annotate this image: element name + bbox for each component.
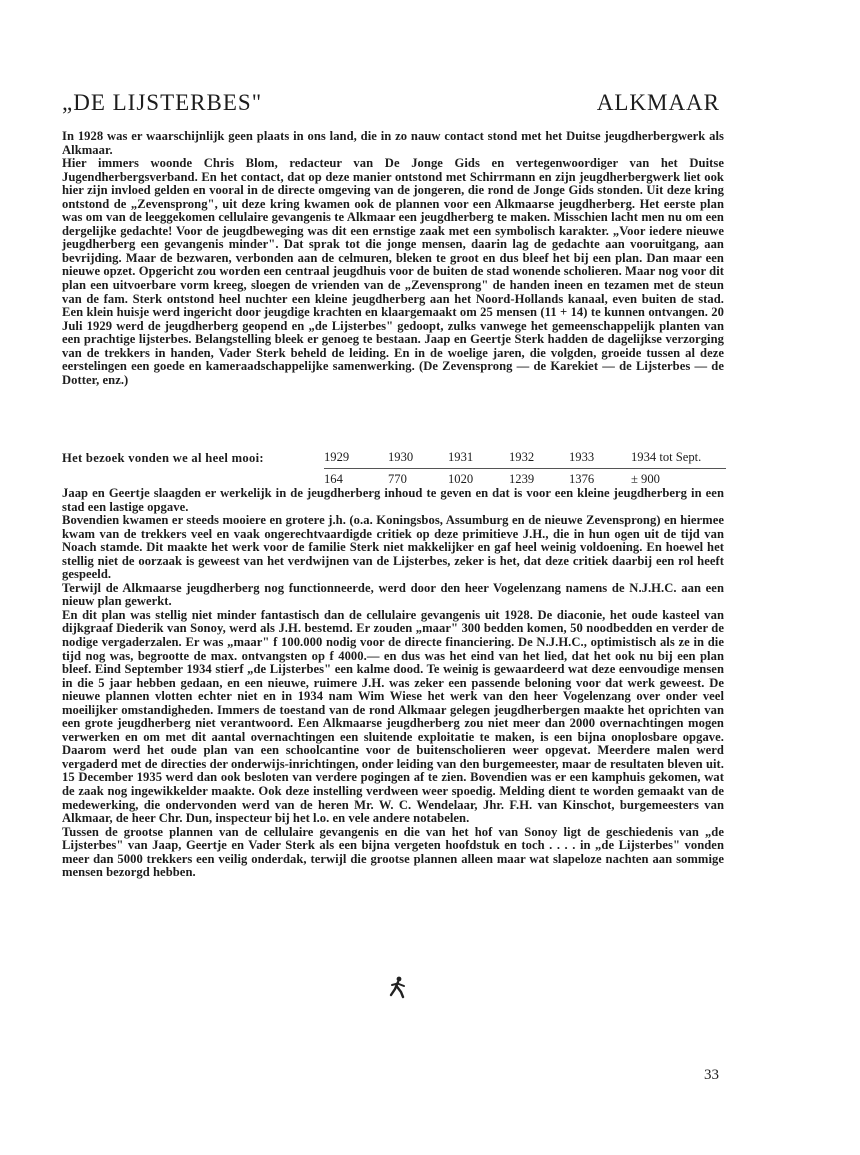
year-cell: 1931 bbox=[448, 447, 509, 469]
page-header bbox=[62, 90, 720, 120]
article-location: ALKMAAR bbox=[596, 90, 720, 115]
paragraph: En dit plan was stellig niet minder fantastisch dan de cellulaire gevangenis uit 1928. De diaconie, het oude kasteel van dijkgraaf Diederik van Sonoy, werd als J.H. bestemd. Er zouden „maar" 300 bedden komen, 50 noodbedden en verder de nodige vergaderzalen. Er was „maar" f 100.000 nodig voor de directe financiering. De N.J.H.C., optimistisch als ze in die tijd nog was, begrootte de max. ontvangsten op f 4000.— en dus was het eind van het lied, dat het ook nu bij een plan bleef. Eind September 1934 stierf „de Lijsterbes" een kalme dood. Te weinig is gewaardeerd wat deze eenvoudige mensen in die 5 jaar hebben gedaan, en een nieuwe, ruimere J.H. was zeker een passende beloning voor dat werk geweest. De nieuwe plannen vlotten echter niet en in 1934 nam Wim Wiese het werk van den heer Vogelenzang over onder veel moeilijker omstandigheden. Immers de toestand van de rond Alkmaar gelegen jeugdherbergen maakte het oprichten van een grote jeugdherberg niet verantwoord. Een Alkmaarse jeugdherberg zou niet meer dan 2000 overnachtingen mogen verwerken en om met dit aantal overnachtingen een sluitende exploitatie te maken, is een bijna onoplosbare opgave. Daarom werd het oude plan van een schoolcantine voor de buitenscholieren weer opgevat. Meerdere malen werd vergaderd met de directies der onderwijs-inrichtingen, onder leiding van den burgemeester, maar de resultaten bleven uit. 15 December 1935 werd dan ook besloten van verdere pogingen af te zien. Bovendien was er een kamphuis gekomen, wat de zaak nog ingewikkelder maakte. Ook deze instelling verdween weer spoedig. Melding dient te worden gemaakt van de medewerking, die ondervonden werd van de heren Mr. W. C. Wendelaar, Jhr. F.H. van Kinschot, burgemeesters van Alkmaar, de heer Chr. Dun, inspecteur bij het l.o. en vele andere notabelen. bbox=[62, 607, 724, 826]
paragraph: Terwijl de Alkmaarse jeugdherberg nog functionneerde, werd door den heer Vogelenzang namens de N.J.H.C. aan een nieuw plan gewerkt. bbox=[62, 580, 724, 609]
year-cell: 1930 bbox=[388, 447, 448, 469]
count-cell: 1376 bbox=[569, 472, 595, 486]
visitor-statistics-label: Het bezoek vonden we al heel mooi: bbox=[62, 451, 264, 465]
count-cell: 1239 bbox=[509, 472, 535, 486]
count-cell: ± 900 bbox=[631, 472, 660, 486]
year-cell: 1933 bbox=[569, 447, 631, 469]
count-cell: 164 bbox=[324, 472, 343, 486]
paragraph: Tussen de grootse plannen van de cellulaire gevangenis en die van het hof van Sonoy ligt de geschiedenis van „de Lijsterbes" van Jaap, Geertje en Vader Sterk als een bijna vergeten hoofdstuk en toch . . . . in „de Lijsterbes" vonden meer dan 5000 trekkers een veilig onderdak, terwijl die grootse plannen alleen maar wat slapeloze nachten aan sommige mensen bezorgd hebben. bbox=[62, 824, 724, 880]
article-title: „DE LIJSTERBES" bbox=[62, 90, 263, 115]
walking-figure-icon bbox=[386, 975, 410, 999]
intro-text bbox=[62, 130, 724, 387]
paragraph: Jaap en Geertje slaagden er werkelijk in de jeugdherberg inhoud te geven en dat is voor een kleine jeugdherberg in een stad een lastige opgave. bbox=[62, 486, 724, 514]
year-cell: 1929 bbox=[324, 447, 388, 469]
visitor-table bbox=[324, 447, 726, 490]
paragraph: In 1928 was er waarschijnlijk geen plaats in ons land, die in zo nauw contact stond met het Duitse jeugdherbergwerk als Alkmaar. bbox=[62, 129, 724, 157]
count-cell: 770 bbox=[388, 472, 407, 486]
table-row-years bbox=[324, 447, 726, 469]
year-cell: 1934 tot Sept. bbox=[631, 447, 726, 469]
year-cell: 1932 bbox=[509, 447, 569, 469]
page-number: 33 bbox=[704, 1067, 719, 1083]
count-cell: 1020 bbox=[448, 472, 474, 486]
paragraph: Bovendien kwamen er steeds mooiere en grotere j.h. (o.a. Koningsbos, Assumburg en de nieuwe Zevensprong) en hiermee kwam van de trekkers veel en vaak ongerechtvaardigde critiek op deze primitieve J.H., die in hun ogen uit de tijd van Noach stamde. Dit maakte het werk voor de familie Sterk niet makkelijker en gaf heel weinig voldoening. En hoewel het stellig niet de oorzaak is geweest van het verdwijnen van de Lijsterbes, zeker is het, dat deze critiek daarbij een rol heeft gespeeld. bbox=[62, 513, 724, 582]
paragraph: Hier immers woonde Chris Blom, redacteur van De Jonge Gids en vertegenwoordiger van het Duitse Jugendherbergsverband. En het contact, dat op deze manier ontstond met Schirrmann en zijn jeugdherbergwerk liet ook hier zijn invloed gelden en vooral in de directe omgeving van de jongeren, die rond de Jonge Gids stonden. Uit deze kring ontstond de „Zevensprong", uit deze kring kwamen ook de plannen voor een Alkmaarse jeugdherberg. Het eerste plan was om van de leeggekomen cellulaire gevangenis te Alkmaar een jeugdherberg te maken. Misschien lacht men nu om een dergelijke gedachte! Voor de jeugdbeweging was dit een ernstige zaak met een symbolisch karakter. „Voor iedere nieuwe jeugdherberg een gevangenis minder". Dat sprak tot die jonge mensen, daarin lag de gedachte aan vooruitgang, aan bevrijding. Maar de bezwaren, verbonden aan de celmuren, bleken te groot en dus bleef het bij een plan. Dan maar een nieuwe opzet. Opgericht zou worden een centraal jeugdhuis voor de buiten de stad wonende scholieren. Maar nog voor dit plan een uitvoerbare vorm kreeg, sloegen de vrienden van de „Zevensprong" de handen ineen en tezamen met de steun van de fam. Sterk ontstond heel nuchter een kleine jeugdherberg aan het Noord-Hollands kanaal, even buiten de stad. Een klein huisje werd ingericht door jeugdige krachten en klaargemaakt om 25 mensen (11 + 14) te kunnen ontvangen. 20 Juli 1929 werd de jeugdherberg geopend en „de Lijsterbes" gedoopt, zulks vanwege het gemeenschappelijk planten van een prachtige lijsterbes. Belangstelling bleek er genoeg te bestaan. Jaap en Geertje Sterk hadden de dagelijkse verzorging van de trekkers in handen, Vader Sterk beheld de leiding. En in de woelige jaren, die volgden, groeide tussen al deze eerstelingen een goede en kameraadschappelijke samenwerking. (De Zevensprong — de Karekiet — de Lijsterbes — de Dotter, enz.) bbox=[62, 156, 724, 387]
main-text bbox=[62, 487, 724, 880]
